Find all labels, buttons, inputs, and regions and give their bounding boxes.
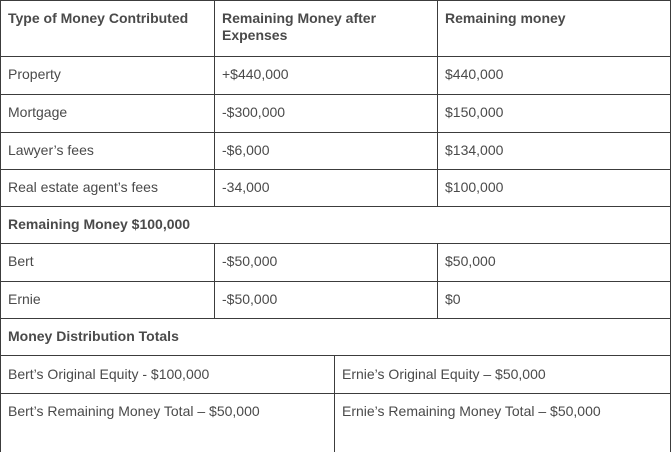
row-divider xyxy=(0,318,671,319)
table-row-after: -$300,000 xyxy=(222,104,286,120)
row-divider xyxy=(0,355,671,356)
bert-original-equity: Bert’s Original Equity - $100,000 xyxy=(8,366,210,382)
table-row-name: Ernie xyxy=(8,291,41,307)
table-row-remaining: $150,000 xyxy=(445,104,504,120)
row-divider xyxy=(0,132,671,133)
table-border-left xyxy=(0,0,1,452)
table-row-type: Mortgage xyxy=(8,104,68,120)
table-row-after: -$50,000 xyxy=(222,253,278,269)
table-row-remaining: $100,000 xyxy=(445,179,504,195)
table-row-after: -$6,000 xyxy=(222,142,270,158)
distribution-section-title: Money Distribution Totals xyxy=(8,328,179,344)
column-divider xyxy=(214,243,215,318)
row-divider xyxy=(0,94,671,95)
table-row-remaining: $440,000 xyxy=(445,66,504,82)
bert-remaining-total: Bert’s Remaining Money Total – $50,000 xyxy=(8,403,260,419)
ernie-remaining-total: Ernie’s Remaining Money Total – $50,000 xyxy=(342,403,601,419)
table-row-remaining: $0 xyxy=(445,291,461,307)
header-remaining-money: Remaining money xyxy=(445,10,566,26)
row-divider xyxy=(0,281,671,282)
row-divider xyxy=(0,393,671,394)
remaining-money-section-title: Remaining Money $100,000 xyxy=(8,216,191,232)
row-divider xyxy=(0,169,671,170)
header-type-of-money: Type of Money Contributed xyxy=(8,10,189,26)
ernie-original-equity: Ernie’s Original Equity – $50,000 xyxy=(342,366,546,382)
column-divider xyxy=(214,0,215,206)
table-row-remaining: $134,000 xyxy=(445,142,504,158)
column-divider xyxy=(437,243,438,318)
row-divider xyxy=(0,56,671,57)
table-row-type: Property xyxy=(8,66,61,82)
table-row-after: -34,000 xyxy=(222,179,270,195)
table-row-name: Bert xyxy=(8,253,34,269)
row-divider xyxy=(0,243,671,244)
table-row-after: -$50,000 xyxy=(222,291,278,307)
table-border-top xyxy=(0,0,671,1)
table-row-after: +$440,000 xyxy=(222,66,289,82)
header-remaining-after-expenses: Remaining Money after Expenses xyxy=(222,10,377,43)
table-row-type: Real estate agent’s fees xyxy=(8,179,158,195)
table-row-remaining: $50,000 xyxy=(445,253,496,269)
row-divider xyxy=(0,206,671,207)
table-row-type: Lawyer’s fees xyxy=(8,142,94,158)
column-divider xyxy=(334,355,335,452)
column-divider xyxy=(437,0,438,206)
